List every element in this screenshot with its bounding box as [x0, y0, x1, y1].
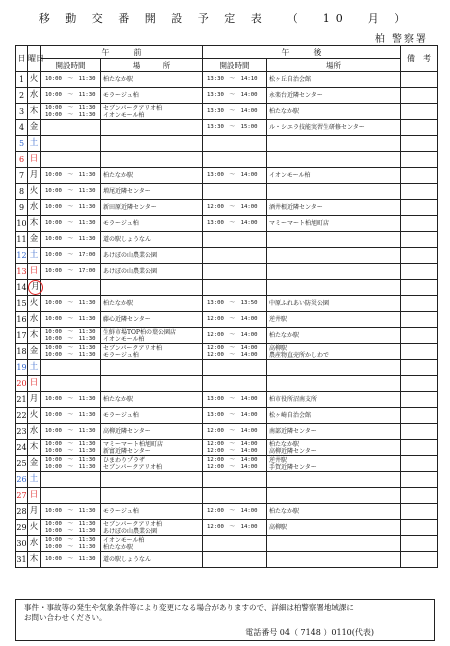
am-time: 10:00 ～ 11:30: [41, 88, 101, 104]
am-place: セブンパークアリオ柏 あけぼの山農業公園: [101, 520, 203, 536]
remarks-cell: [401, 456, 438, 472]
pm-time: 13:00 ～ 13:50: [203, 296, 267, 312]
day-number: 26: [16, 472, 28, 488]
weekday-label: 水: [29, 538, 39, 548]
am-place: 柏たなか駅: [101, 392, 203, 408]
am-time: 10:00 ～ 11:30: [41, 216, 101, 232]
pm-time: 13:30 ～ 14:10: [203, 72, 267, 88]
weekday-label: 日: [29, 378, 39, 388]
pm-time: 12:00 ～ 14:00: [203, 520, 267, 536]
pm-place: [267, 232, 401, 248]
schedule-table: [15, 45, 438, 568]
am-time: 10:00 ～ 11:30 10:00 ～ 11:30: [41, 456, 101, 472]
am-place: [101, 280, 203, 296]
table-row: [16, 504, 438, 520]
pm-place: マミーマート柏旭町店: [267, 216, 401, 232]
day-number: 13: [16, 264, 28, 280]
page-title: 移 動 交 番 開 設 予 定 表 （ 10 月 ）: [38, 12, 412, 25]
remarks-cell: [401, 376, 438, 392]
weekday-label: 金: [29, 346, 39, 356]
pm-header: 午 後: [203, 46, 401, 59]
day-number: 20: [16, 376, 28, 392]
pm-place: 柏たなか駅: [267, 504, 401, 520]
pm-time: 12:00 ～ 14:00: [203, 328, 267, 344]
pm-time: [203, 552, 267, 568]
weekday-label: 土: [29, 138, 39, 148]
am-place: あけぼの山農業公園: [101, 248, 203, 264]
weekday: [28, 168, 41, 184]
table-row: [16, 456, 438, 472]
day-number: 16: [16, 312, 28, 328]
col-weekday-header: 曜日: [28, 46, 41, 72]
day-number: 3: [16, 104, 28, 120]
day-number: 12: [16, 248, 28, 264]
am-place: ひまわりプラザ セブンパークアリオ柏: [101, 456, 203, 472]
am-place: イオンモール柏 柏たなか駅: [101, 536, 203, 552]
day-number: 17: [16, 328, 28, 344]
weekday: [28, 552, 41, 568]
day-number: 18: [16, 344, 28, 360]
am-time: 10:00 ～ 11:30: [41, 168, 101, 184]
weekday-label: 土: [29, 250, 39, 260]
am-place: 高柳近隣センター: [101, 424, 203, 440]
col-day-header: 日: [16, 46, 28, 72]
am-place: モラージュ柏: [101, 408, 203, 424]
am-place: あけぼの山農業公園: [101, 264, 203, 280]
remarks-cell: [401, 200, 438, 216]
am-time: 10:00 ～ 11:30 10:00 ～ 11:30: [41, 520, 101, 536]
am-time: 10:00 ～ 11:30: [41, 72, 101, 88]
table-row: [16, 216, 438, 232]
weekday: [28, 120, 41, 136]
weekday-label: 土: [29, 474, 39, 484]
am-place: 柏たなか駅: [101, 72, 203, 88]
table-row: [16, 360, 438, 376]
remarks-cell: [401, 184, 438, 200]
day-number: 23: [16, 424, 28, 440]
pm-time: [203, 184, 267, 200]
table-row: [16, 312, 438, 328]
pm-place: 逆井駅: [267, 312, 401, 328]
weekday: [28, 344, 41, 360]
pm-time: 13:30 ～ 14:00: [203, 88, 267, 104]
pm-place: [267, 184, 401, 200]
pm-time: [203, 376, 267, 392]
remarks-cell: [401, 280, 438, 296]
table-row: [16, 104, 438, 120]
weekday-label: 土: [29, 362, 39, 372]
table-row: [16, 184, 438, 200]
am-time: [41, 280, 101, 296]
weekday: [28, 152, 41, 168]
pm-place: 高柳駅 農産物直売所かしわで: [267, 344, 401, 360]
am-time: [41, 376, 101, 392]
remarks-cell: [401, 440, 438, 456]
table-row: [16, 392, 438, 408]
weekday-label: 火: [29, 186, 39, 196]
pm-time: 13:30 ～ 14:00: [203, 104, 267, 120]
table-row: [16, 376, 438, 392]
pm-place: 酒井根近隣センター: [267, 200, 401, 216]
day-number: 24: [16, 440, 28, 456]
remarks-cell: [401, 424, 438, 440]
table-row: [16, 88, 438, 104]
weekday: [28, 232, 41, 248]
weekday: [28, 280, 41, 296]
am-place: 柏たなか駅: [101, 296, 203, 312]
weekday: [28, 296, 41, 312]
weekday-label: 日: [29, 266, 39, 276]
table-row: [16, 488, 438, 504]
remarks-cell: [401, 104, 438, 120]
header-row-1: [16, 46, 438, 59]
pm-time: [203, 232, 267, 248]
am-place: 増尾近隣センター: [101, 184, 203, 200]
am-place: モラージュ柏: [101, 216, 203, 232]
remarks-cell: [401, 360, 438, 376]
am-place: 道の駅しょうなん: [101, 552, 203, 568]
am-time: [41, 152, 101, 168]
am-time: 10:00 ～ 11:30: [41, 424, 101, 440]
pm-place: [267, 536, 401, 552]
pm-time: [203, 280, 267, 296]
am-time: 10:00 ～ 11:30 10:00 ～ 11:30: [41, 536, 101, 552]
pm-time: [203, 360, 267, 376]
pm-place: [267, 264, 401, 280]
pm-place: 柏市役所沼南支所: [267, 392, 401, 408]
am-place: [101, 136, 203, 152]
am-place: [101, 120, 203, 136]
table-row: [16, 248, 438, 264]
remarks-cell: [401, 232, 438, 248]
table-row: [16, 280, 438, 296]
remarks-cell: [401, 216, 438, 232]
table-row: [16, 168, 438, 184]
am-place: [101, 376, 203, 392]
am-place: セブンパークアリオ柏 イオンモール柏: [101, 104, 203, 120]
day-number: 10: [16, 216, 28, 232]
pm-place: 逆井駅 手賀近隣センター: [267, 456, 401, 472]
weekday: [28, 328, 41, 344]
day-number: 11: [16, 232, 28, 248]
pm-place: 松ヶ丘自治会館: [267, 72, 401, 88]
am-time: 10:00 ～ 11:30: [41, 232, 101, 248]
pm-time: [203, 136, 267, 152]
remarks-cell: [401, 552, 438, 568]
day-number: 29: [16, 520, 28, 536]
pm-place: 柏たなか駅: [267, 104, 401, 120]
pm-place: 永楽台近隣センター: [267, 88, 401, 104]
am-time: 10:00 ～ 11:30: [41, 296, 101, 312]
am-time: 10:00 ～ 11:30: [41, 184, 101, 200]
weekday: [28, 88, 41, 104]
remarks-cell: [401, 120, 438, 136]
day-number: 4: [16, 120, 28, 136]
notice-text: 事件・事故等の発生や気象条件等により変更になる場合がありますので、詳細は柏警察署地域課に お問い合わせください。: [24, 603, 354, 622]
pm-time: 13:00 ～ 14:00: [203, 392, 267, 408]
table-row: [16, 328, 438, 344]
table-row: [16, 72, 438, 88]
pm-place: 松ヶ崎自治会館: [267, 408, 401, 424]
weekday: [28, 184, 41, 200]
weekday-label: 月: [28, 280, 43, 295]
pm-time: 12:00 ～ 14:00: [203, 312, 267, 328]
weekday: [28, 424, 41, 440]
weekday: [28, 520, 41, 536]
weekday: [28, 360, 41, 376]
weekday: [28, 504, 41, 520]
am-header: 午 前: [41, 46, 203, 59]
pm-place: [267, 360, 401, 376]
pm-place: ル・シエラ技能実習生研修センター: [267, 120, 401, 136]
remarks-cell: [401, 344, 438, 360]
day-number: 9: [16, 200, 28, 216]
weekday-label: 金: [29, 458, 39, 468]
weekday-label: 火: [29, 410, 39, 420]
remarks-cell: [401, 408, 438, 424]
am-time: 10:00 ～ 11:30: [41, 408, 101, 424]
pm-time: 13:00 ～ 14:00: [203, 216, 267, 232]
pm-time: 12:00 ～ 14:00 12:00 ～ 14:00: [203, 440, 267, 456]
day-number: 19: [16, 360, 28, 376]
day-number: 14: [16, 280, 28, 296]
pm-time: [203, 472, 267, 488]
weekday-label: 水: [29, 426, 39, 436]
weekday-label: 木: [29, 554, 39, 564]
table-row: [16, 520, 438, 536]
pm-place: [267, 152, 401, 168]
table-row: [16, 136, 438, 152]
remarks-cell: [401, 472, 438, 488]
pm-place: [267, 136, 401, 152]
table-row: [16, 536, 438, 552]
am-place: マミーマート柏旭町店 新富近隣センター: [101, 440, 203, 456]
weekday-label: 金: [29, 234, 39, 244]
pm-place: イオンモール柏: [267, 168, 401, 184]
table-row: [16, 472, 438, 488]
pm-time: 13:30 ～ 15:00: [203, 120, 267, 136]
footer-note: [15, 599, 435, 641]
table-row: [16, 152, 438, 168]
am-place: [101, 152, 203, 168]
weekday-label: 月: [29, 170, 39, 180]
weekday: [28, 376, 41, 392]
pm-time: 13:00 ～ 14:00: [203, 408, 267, 424]
am-place: 新田原近隣センター: [101, 200, 203, 216]
pm-time: 12:00 ～ 14:00 12:00 ～ 14:00: [203, 344, 267, 360]
am-time: 10:00 ～ 11:30: [41, 504, 101, 520]
day-number: 8: [16, 184, 28, 200]
weekday: [28, 392, 41, 408]
am-place: モラージュ柏: [101, 504, 203, 520]
am-time-header: 開設時間: [41, 59, 101, 72]
am-place: [101, 488, 203, 504]
pm-place: [267, 280, 401, 296]
remarks-header: 備 考: [401, 46, 438, 72]
remarks-cell: [401, 88, 438, 104]
day-number: 30: [16, 536, 28, 552]
weekday-label: 金: [29, 122, 39, 132]
day-number: 2: [16, 88, 28, 104]
pm-time: 13:00 ～ 14:00: [203, 168, 267, 184]
remarks-cell: [401, 168, 438, 184]
weekday: [28, 136, 41, 152]
remarks-cell: [401, 264, 438, 280]
weekday: [28, 456, 41, 472]
header-row-2: [16, 59, 438, 72]
weekday-label: 水: [29, 90, 39, 100]
am-time: [41, 120, 101, 136]
weekday: [28, 216, 41, 232]
table-row: [16, 424, 438, 440]
pm-place: 中原ふれあい防災公園: [267, 296, 401, 312]
weekday: [28, 264, 41, 280]
table-row: [16, 408, 438, 424]
weekday-label: 火: [29, 74, 39, 84]
remarks-cell: [401, 72, 438, 88]
remarks-cell: [401, 296, 438, 312]
remarks-cell: [401, 136, 438, 152]
am-time: 10:00 ～ 17:00: [41, 248, 101, 264]
am-place: 柏たなか駅: [101, 168, 203, 184]
pm-time: 12:00 ～ 14:00: [203, 504, 267, 520]
table-row: [16, 232, 438, 248]
remarks-cell: [401, 504, 438, 520]
day-number: 7: [16, 168, 28, 184]
am-place: 生鮮市場TOP柏の葉公園店 イオンモール柏: [101, 328, 203, 344]
am-time: 10:00 ～ 11:30: [41, 392, 101, 408]
pm-place: 柏たなか駅 高柳近隣センター: [267, 440, 401, 456]
am-time: [41, 488, 101, 504]
pm-place: 高柳駅: [267, 520, 401, 536]
remarks-cell: [401, 536, 438, 552]
table-row: [16, 264, 438, 280]
am-place: [101, 360, 203, 376]
am-time: 10:00 ～ 11:30 10:00 ～ 11:30: [41, 328, 101, 344]
weekday-label: 水: [29, 314, 39, 324]
day-number: 21: [16, 392, 28, 408]
weekday-label: 水: [29, 202, 39, 212]
pm-time: [203, 536, 267, 552]
am-time: 10:00 ～ 11:30: [41, 552, 101, 568]
weekday-label: 月: [29, 394, 39, 404]
weekday: [28, 104, 41, 120]
pm-place: [267, 552, 401, 568]
weekday: [28, 248, 41, 264]
remarks-cell: [401, 248, 438, 264]
day-number: 28: [16, 504, 28, 520]
am-place: 道の駅しょうなん: [101, 232, 203, 248]
weekday-label: 日: [29, 154, 39, 164]
am-time: 10:00 ～ 11:30 10:00 ～ 11:30: [41, 344, 101, 360]
police-station-name: 柏 警察署: [374, 34, 428, 45]
pm-time: [203, 488, 267, 504]
table-row: [16, 120, 438, 136]
am-time: 10:00 ～ 11:30: [41, 312, 101, 328]
table-row: [16, 440, 438, 456]
pm-time: 12:00 ～ 14:00: [203, 424, 267, 440]
am-time: 10:00 ～ 11:30 10:00 ～ 11:30: [41, 104, 101, 120]
am-place: モラージュ柏: [101, 88, 203, 104]
weekday: [28, 408, 41, 424]
pm-place: [267, 376, 401, 392]
day-number: 31: [16, 552, 28, 568]
day-number: 6: [16, 152, 28, 168]
weekday-label: 月: [29, 506, 39, 516]
pm-time: [203, 248, 267, 264]
day-number: 27: [16, 488, 28, 504]
pm-place: [267, 472, 401, 488]
pm-place: 柏たなか駅: [267, 328, 401, 344]
remarks-cell: [401, 392, 438, 408]
am-time: 10:00 ～ 11:30 10:00 ～ 11:30: [41, 440, 101, 456]
table-row: [16, 296, 438, 312]
table-row: [16, 552, 438, 568]
pm-place: 南部近隣センター: [267, 424, 401, 440]
day-number: 1: [16, 72, 28, 88]
remarks-cell: [401, 328, 438, 344]
phone-number: 電話番号 04（ 7148 ）0110(代表): [245, 628, 374, 637]
day-number: 25: [16, 456, 28, 472]
am-place: 藤心近隣センター: [101, 312, 203, 328]
am-place: セブンパークアリオ柏 モラージュ柏: [101, 344, 203, 360]
pm-time: [203, 152, 267, 168]
weekday-label: 木: [29, 442, 39, 452]
weekday: [28, 312, 41, 328]
table-row: [16, 344, 438, 360]
remarks-cell: [401, 312, 438, 328]
pm-time: 12:00 ～ 14:00 12:00 ～ 14:00: [203, 456, 267, 472]
day-number: 15: [16, 296, 28, 312]
pm-place: [267, 248, 401, 264]
weekday-label: 木: [29, 106, 39, 116]
day-number: 5: [16, 136, 28, 152]
weekday: [28, 488, 41, 504]
remarks-cell: [401, 152, 438, 168]
weekday: [28, 200, 41, 216]
pm-place: [267, 488, 401, 504]
table-row: [16, 200, 438, 216]
am-time: 10:00 ～ 17:00: [41, 264, 101, 280]
weekday: [28, 440, 41, 456]
weekday: [28, 72, 41, 88]
am-time: [41, 472, 101, 488]
day-number: 22: [16, 408, 28, 424]
remarks-cell: [401, 520, 438, 536]
am-time: [41, 360, 101, 376]
weekday-label: 火: [29, 298, 39, 308]
remarks-cell: [401, 488, 438, 504]
am-place: [101, 472, 203, 488]
pm-time-header: 開設時間: [203, 59, 267, 72]
weekday: [28, 472, 41, 488]
weekday-label: 木: [29, 330, 39, 340]
pm-place-header: 場所: [267, 59, 401, 72]
pm-time: [203, 264, 267, 280]
weekday-label: 火: [29, 522, 39, 532]
pm-time: 12:00 ～ 14:00: [203, 200, 267, 216]
weekday-label: 木: [29, 218, 39, 228]
weekday-label: 日: [29, 490, 39, 500]
am-time: [41, 136, 101, 152]
am-place-header: 場 所: [101, 59, 203, 72]
weekday: [28, 536, 41, 552]
am-time: 10:00 ～ 11:30: [41, 200, 101, 216]
